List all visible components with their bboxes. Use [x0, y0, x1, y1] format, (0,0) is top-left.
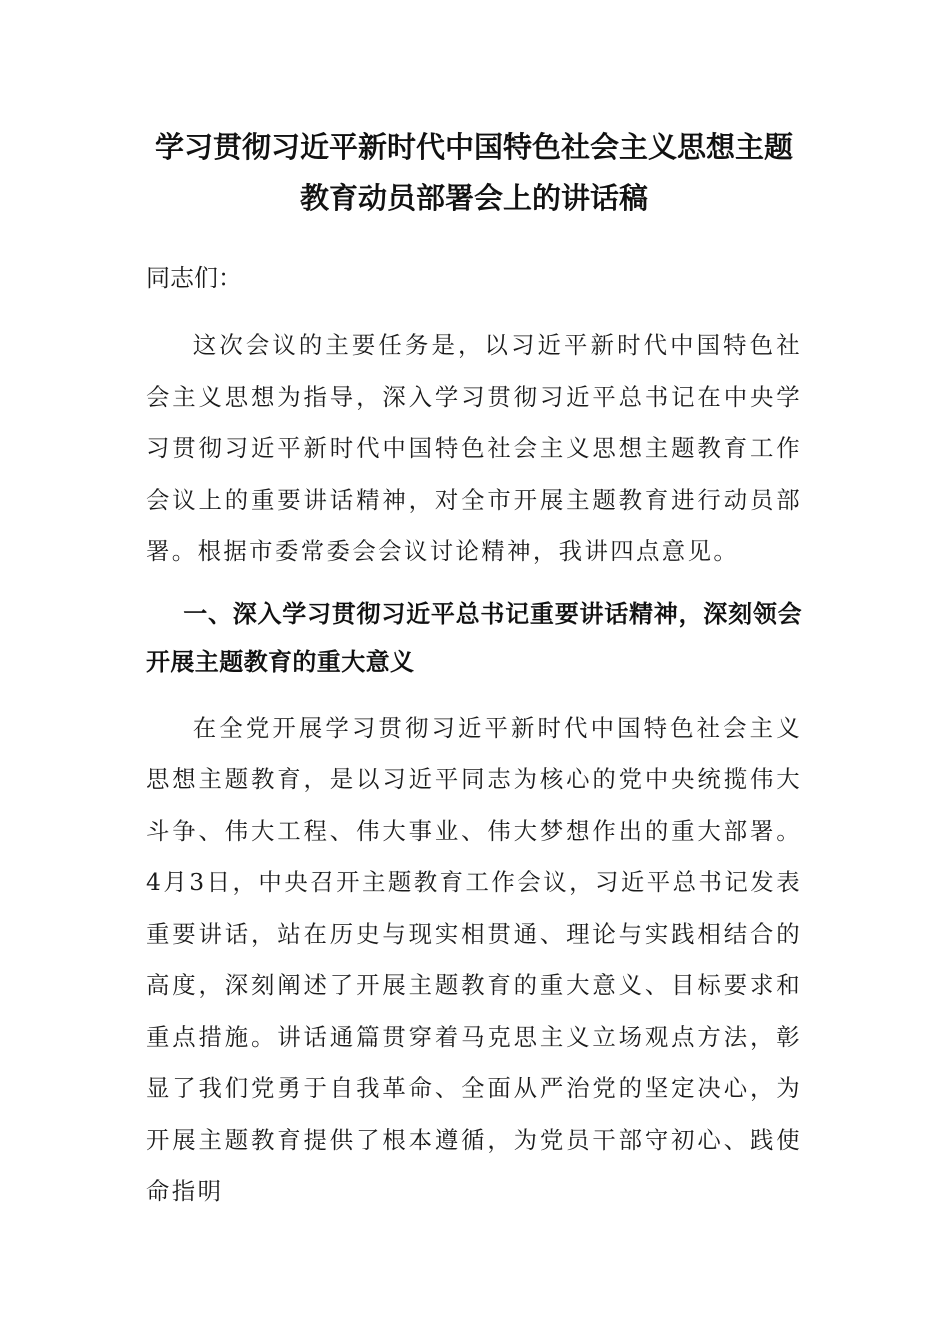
document-body: [146, 122, 802, 1218]
document-title: [146, 122, 802, 224]
title-line-2: 教育动员部署会上的讲话稿: [299, 181, 648, 215]
section-heading-1: 一、深入学习贯彻习近平总书记重要讲话精神，深刻领会开展主题教育的重大意义: [146, 599, 802, 676]
paragraph-section-1: 在全党开展学习贯彻习近平新时代中国特色社会主义思想主题教育，是以习近平同志为核心的党中央统揽伟大斗争、伟大工程、伟大事业、伟大梦想作出的重大部署。4月3日，中央召开主题教育工作会议，习近平总书记发表重要讲话，站在历史与现实相贯通、理论与实践相结合的高度，深刻阐述了开展主题教育的重大意义、目标要求和重点措施。讲话通篇贯穿着马克思主义立场观点方法，彰显了我们党勇于自我革命、全面从严治党的坚定决心，为开展主题教育提供了根本遵循，为党员干部守初心、践使命指明: [146, 713, 802, 1205]
paragraph-intro: 这次会议的主要任务是，以习近平新时代中国特色社会主义思想为指导，深入学习贯彻习近平总书记在中央学习贯彻习近平新时代中国特色社会主义思想主题教育工作会议上的重要讲话精神，对全市开展主题教育进行动员部署。根据市委常委会会议讨论精神，我讲四点意见。: [146, 331, 802, 565]
title-line-1: 学习贯彻习近平新时代中国特色社会主义思想主题: [154, 130, 793, 164]
salutation: 同志们：: [146, 264, 242, 292]
